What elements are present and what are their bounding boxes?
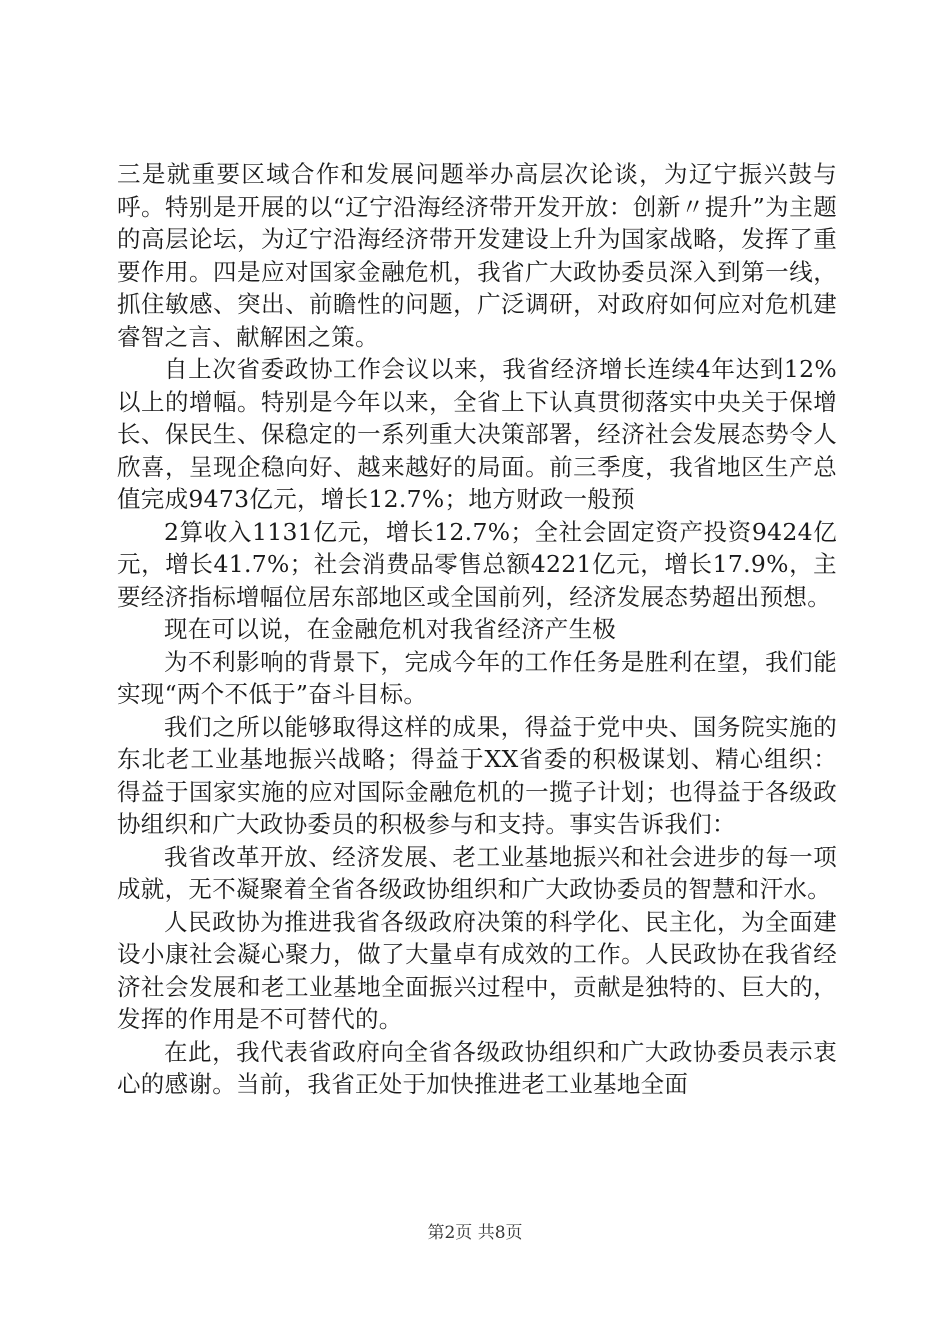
paragraph-8: 人民政协为推进我省各级政府决策的科学化、民主化，为全面建设小康社会凝心聚力，做了大量卓有成效的工作。人民政协在我省经济社会发展和老工业基地全面振兴过程中，贡献是独特的、巨大的，发挥的作用是不可替代的。 bbox=[117, 907, 837, 1033]
paragraph-9: 在此，我代表省政府向全省各级政协组织和广大政协委员表示衷心的感谢。当前，我省正处于加快推进老工业基地全面 bbox=[117, 1037, 837, 1098]
paragraph-7: 我省改革开放、经济发展、老工业基地振兴和社会进步的每一项成就，无不凝聚着全省各级政协组织和广大政协委员的智慧和汗水。 bbox=[117, 842, 837, 903]
paragraph-2: 自上次省委政协工作会议以来，我省经济增长连续4年达到12%以上的增幅。特别是今年以来，全省上下认真贯彻落实中央关于保增长、保民生、保稳定的一系列重大决策部署，经济社会发展态势令人欣喜，呈现企稳向好、越来越好的局面。前三季度，我省地区生产总值完成9473亿元，增长12.7%；地方财政一般预 bbox=[117, 355, 837, 513]
paragraph-4: 现在可以说，在金融危机对我省经济产生极 bbox=[164, 615, 617, 643]
paragraph-5: 为不利影响的背景下，完成今年的工作任务是胜利在望，我们能实现“两个不低于”奋斗目标。 bbox=[117, 647, 837, 708]
paragraph-1: 三是就重要区域合作和发展问题举办高层次论谈，为辽宁振兴鼓与呼。特别是开展的以“辽宁沿海经济带开发开放：创新〃提升”为主题的高层论坛，为辽宁沿海经济带开发建设上升为国家战略，发挥了重要作用。四是应对国家金融危机，我省广大政协委员深入到第一线，抓住敏感、突出、前瞻性的问题，广泛调研，对政府如何应对危机建睿智之言、献解困之策。 bbox=[117, 160, 837, 351]
paragraph-3: 2算收入1131亿元，增长12.7%；全社会固定资产投资9424亿元，增长41.7%；社会消费品零售总额4221亿元，增长17.9%，主要经济指标增幅位居东部地区或全国前列，经济发展态势超出预想。 bbox=[117, 517, 837, 611]
paragraph-6: 我们之所以能够取得这样的成果，得益于党中央、国务院实施的东北老工业基地振兴战略；得益于XX省委的积极谋划、精心组织：得益于国家实施的应对国际金融危机的一揽子计划；也得益于各级政协组织和广大政协委员的积极参与和支持。事实告诉我们： bbox=[117, 712, 837, 838]
page-number-footer: 第2页 共8页 bbox=[427, 1223, 523, 1243]
document-body bbox=[117, 158, 837, 1101]
